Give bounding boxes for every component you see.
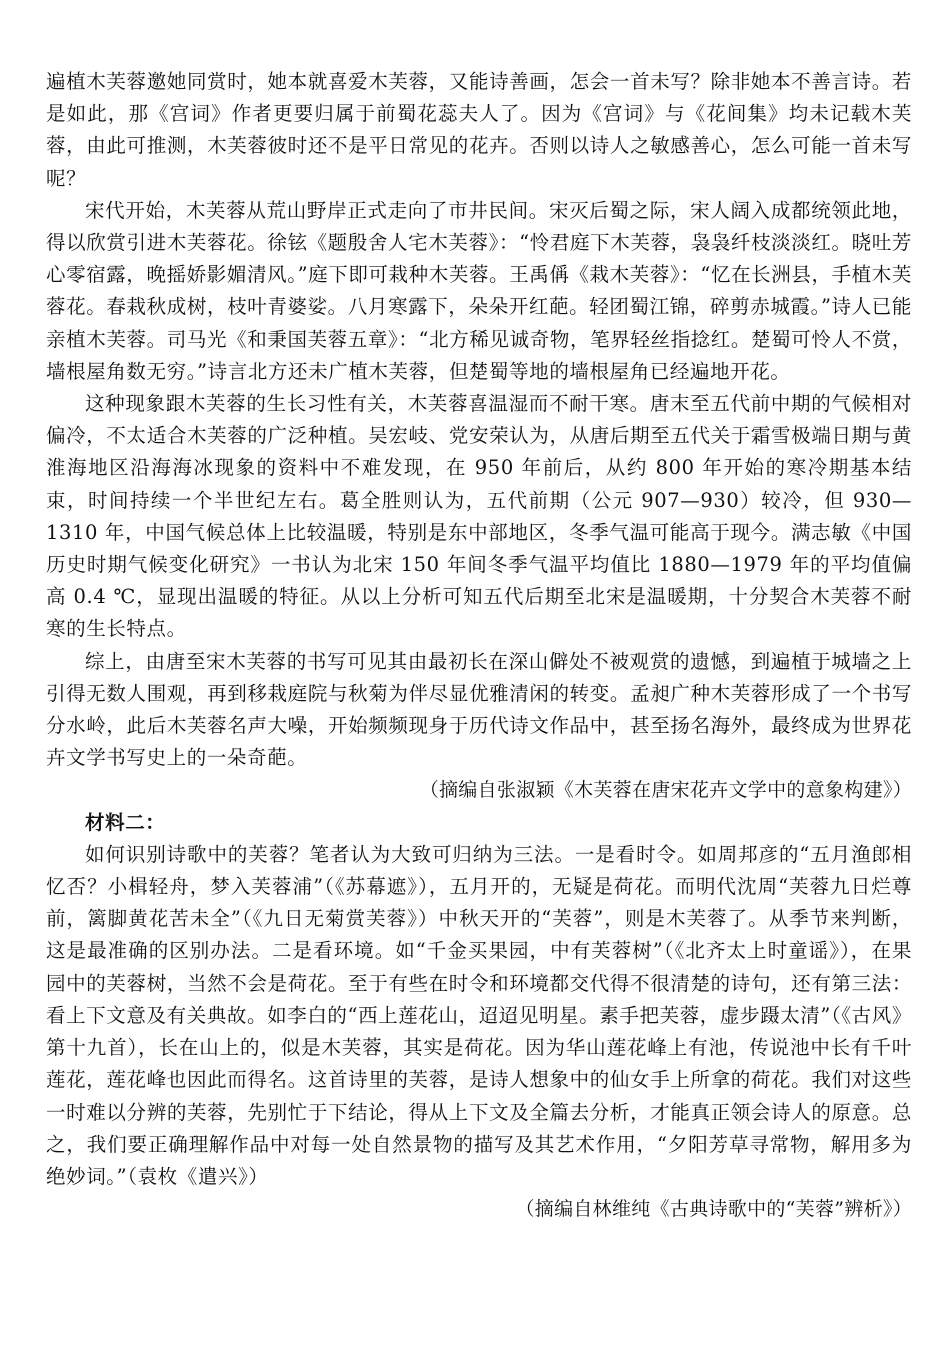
paragraph-summary: 综上，由唐至宋木芙蓉的书写可见其由最初长在深山僻处不被观赏的遗憾，到遍植于城墙之上引得无数人围观，再到移栽庭院与秋菊为伴尽显优雅清闲的转变。孟昶广种木芙蓉形成了一个书写分水岭，此后木芙蓉名声大噪，开始频频现身于历代诗文作品中，甚至扬名海外，最终成为世界花卉文学书写史上的一朵奇葩。 <box>46 649 912 770</box>
paragraph-continuation: 遍植木芙蓉邀她同赏时，她本就喜爱木芙蓉，又能诗善画，怎会一首未写？除非她本不善言诗。若是如此，那《宫词》作者更要归属于前蜀花蕊夫人了。因为《宫词》与《花间集》均未记载木芙蓉，由此可推测，木芙蓉彼时还不是平日常见的花卉。否则以诗人之敏感善心，怎么可能一首未写呢？ <box>46 70 912 190</box>
material-2-label: 材料二： <box>85 810 166 834</box>
paragraph-material-2: 如何识别诗歌中的芙蓉？笔者认为大致可归纳为三法。一是看时令。如周邦彦的“五月渔郎相忆否？小楫轻舟，梦入芙蓉浦”（《苏幕遮》），五月开的，无疑是荷花。而明代沈周“芙蓉九日烂尊前，篱脚黄花苦未全”（《九日无菊赏芙蓉》）中秋天开的“芙蓉”，则是木芙蓉了。从季节来判断，这是最准确的区别办法。二是看环境。如“千金买果园，中有芙蓉树”（《北齐太上时童谣》），在果园中的芙蓉树，当然不会是荷花。至于有些在时令和环境都交代得不很清楚的诗句，还有第三法：看上下文意及有关典故。如李白的“西上莲花山，迢迢见明星。素手把芙蓉，虚步蹑太清”（《古风》第十九首），长在山上的，似是木芙蓉，其实是荷花。因为华山莲花峰上有池，传说池中长有千叶莲花，莲花峰也因此而得名。这首诗里的芙蓉，是诗人想象中的仙女手上所拿的荷花。我们对这些一时难以分辨的芙蓉，先别忙于下结论，得从上下文及全篇去分析，才能真正领会诗人的原意。总之，我们要正确理解作品中对每一处自然景物的描写及其艺术作用，“夕阳芳草寻常物，解用多为绝妙词。”（袁枚《遣兴》） <box>46 842 912 1188</box>
paragraph-climate: 这种现象跟木芙蓉的生长习性有关，木芙蓉喜温湿而不耐干寒。唐末至五代前中期的气候相对偏冷，不太适合木芙蓉的广泛种植。吴宏岐、党安荣认为，从唐后期至五代关于霜雪极端日期与黄淮海地区沿海海冰现象的资料中不难发现，在 950 年前后，从约 800 年开始的寒冷期基本结束，时间持续一个半世纪左右。葛全胜则认为，五代前期（公元 907—930）较冷，但 930—1310 年，中国气候总体上比较温暖，特别是东中部地区，冬季气温可能高于现今。满志敏《中国历史时期气候变化研究》一书认为北宋 150 年间冬季气温平均值比 1880—1979 年的平均值偏高 0.4 ℃，显现出温暖的特征。从以上分析可知五代后期至北宋是温暖期，十分契合木芙蓉不耐寒的生长特点。 <box>46 392 912 641</box>
paragraph-song-dynasty: 宋代开始，木芙蓉从荒山野岸正式走向了市井民间。宋灭后蜀之际，宋人阔入成都统领此地，得以欣赏引进木芙蓉花。徐铉《题殷舍人宅木芙蓉》：“怜君庭下木芙蓉，袅袅纤枝淡淡红。晓吐芳心零宿露，晚摇娇影媚清风。”庭下即可栽种木芙蓉。王禹偁《栽木芙蓉》：“忆在长洲县，手植木芙蓉花。春栽秋成树，枝叶青婆娑。八月寒露下，朵朵开红葩。轻团蜀江锦，碎剪赤城霞。”诗人已能亲植木芙蓉。司马光《和秉国芙蓉五章》：“北方稀见诚奇物，笔界轻丝指捻红。楚蜀可怜人不赏，墙根屋角数无穷。”诗言北方还未广植木芙蓉，但楚蜀等地的墙根屋角已经遍地开花。 <box>46 198 912 383</box>
document-page <box>46 66 912 1225</box>
source-citation-2: （摘编自林维纯《古典诗歌中的“芙蓉”辨析》） <box>515 1198 912 1221</box>
source-citation-1: （摘编自张淑颖《木芙蓉在唐宋花卉文学中的意象构建》） <box>419 779 912 802</box>
